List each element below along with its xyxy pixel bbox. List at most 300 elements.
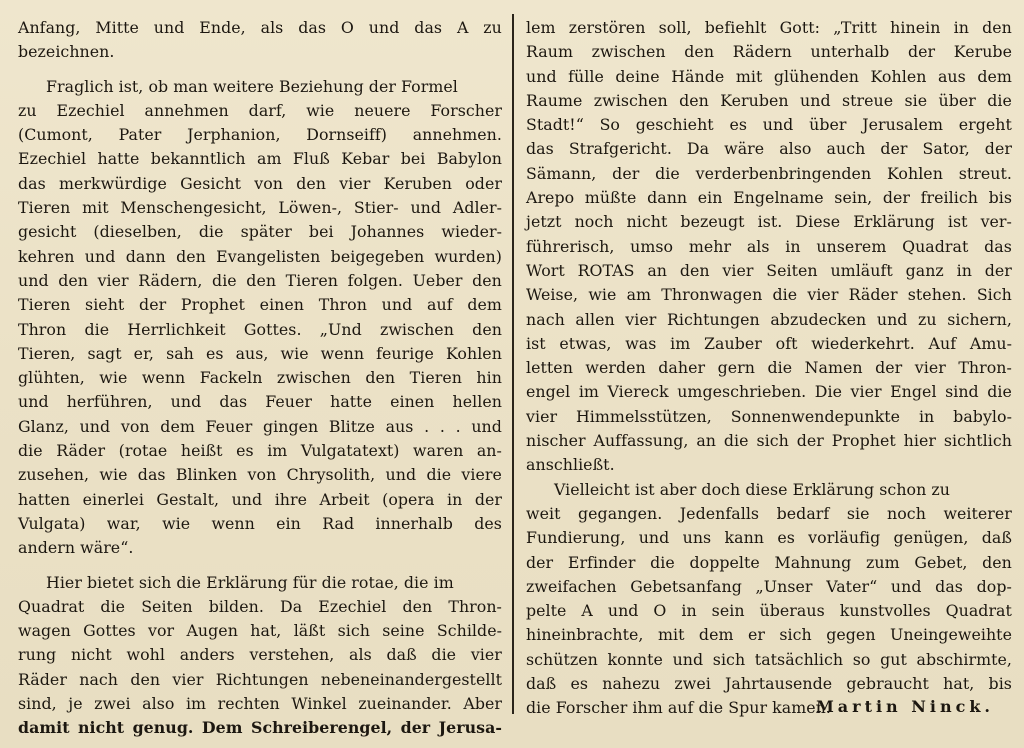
word: geschieht [635, 115, 714, 135]
word: der [796, 431, 824, 451]
word: hatte [330, 392, 372, 412]
word: Mitte [95, 18, 139, 37]
word: fülle [568, 66, 604, 86]
text-line [18, 269, 502, 293]
word: wenn [320, 343, 365, 363]
word: Stadt!“ [526, 115, 584, 135]
word: streue [841, 90, 894, 110]
word: Stier- [353, 198, 399, 218]
word: Jahrtausende [725, 674, 833, 694]
text-line [18, 220, 502, 244]
left-column [18, 16, 502, 741]
word: der [400, 718, 431, 738]
word: Auffassung, [593, 431, 689, 451]
text-line: anschließt. [526, 455, 615, 475]
word: oder [465, 173, 502, 193]
word: Tieren [18, 295, 71, 315]
word: Uneingeweihte [890, 625, 1012, 645]
word: nischer [526, 431, 586, 451]
word: zwischen [276, 368, 351, 388]
text-line: die Forscher ihm auf die Spur kamen. [526, 698, 831, 718]
word: jetzt [526, 212, 562, 232]
word: in [953, 18, 969, 37]
word: die [655, 163, 680, 183]
word: die [723, 431, 749, 451]
word: (opera [382, 489, 435, 509]
word: dop- [976, 576, 1012, 596]
text-line [18, 415, 502, 439]
word: hat, [943, 674, 975, 694]
word: es [570, 674, 589, 694]
text-line [18, 512, 502, 536]
word: Mahnung [774, 552, 852, 572]
word: Feuer [205, 416, 253, 436]
word: das [18, 173, 46, 193]
word: Ende, [199, 18, 246, 37]
word: deine [615, 66, 660, 86]
word: Chrysolith, [286, 465, 376, 485]
word: (Cumont, [18, 125, 93, 145]
word: konnte [607, 649, 663, 669]
word: vier [97, 270, 129, 290]
word: daß [386, 645, 417, 665]
word: Räder [18, 669, 67, 689]
text-line: Vielleicht ist aber doch diese Erklärung schon zu [554, 479, 950, 499]
text-line: Hier bietet sich die Erklärung für die rotae, die im [46, 572, 454, 592]
word: den [679, 90, 709, 110]
word: ist [947, 212, 968, 232]
word: „Und [319, 319, 362, 339]
word: und [672, 649, 704, 669]
word: dem [698, 625, 734, 645]
word: die [100, 596, 126, 616]
word: Wort [526, 260, 565, 280]
word: die [212, 270, 237, 290]
word: Quadrat [945, 601, 1012, 621]
word: von [247, 465, 277, 485]
word: merkwürdige [59, 173, 167, 193]
word: Johannes [350, 222, 425, 242]
text-line [526, 356, 1012, 380]
text-line [526, 186, 1012, 210]
word: die [84, 319, 110, 339]
word: Da [280, 596, 303, 616]
word: vier [470, 645, 502, 665]
word: ganz [905, 260, 944, 280]
word: soll, [658, 18, 692, 37]
word: und [84, 246, 116, 266]
text-line [526, 551, 1012, 575]
word: in [447, 489, 463, 509]
word: der [984, 139, 1012, 159]
word: sichern, [947, 309, 1012, 329]
word: Vater“ [826, 576, 878, 596]
text-line [18, 366, 502, 390]
word: Gebet, [914, 552, 968, 572]
word: Jerphanion, [187, 125, 281, 145]
word: im [185, 694, 207, 714]
word: und [890, 576, 922, 596]
word: der [907, 42, 936, 62]
word: gebraucht [846, 674, 929, 694]
word: Sonnenwendepunkte [730, 406, 901, 426]
word: Schreiberengel, [250, 718, 393, 738]
word: Jerusa- [438, 718, 502, 738]
word: unterhalb [810, 42, 890, 62]
word: so [852, 649, 871, 669]
word: dann [125, 246, 166, 266]
word: Da [686, 139, 710, 159]
word: Namen [804, 358, 863, 378]
word: bezeugt [680, 212, 745, 232]
word: Seiten [141, 596, 193, 616]
word: die [987, 90, 1012, 110]
word: zwei [674, 674, 711, 694]
word: sieht [85, 295, 125, 315]
word: herführen, [66, 392, 153, 412]
word: gegen [826, 625, 876, 645]
text-line [18, 245, 502, 269]
word: streut. [958, 163, 1012, 183]
word: der [612, 163, 640, 183]
word: zwischen [379, 319, 454, 339]
word: wagen [18, 621, 71, 641]
word: stehen. [907, 285, 967, 305]
word: bekanntlich [150, 149, 246, 169]
text-line [18, 390, 502, 414]
word: das [984, 236, 1012, 256]
text-line [526, 575, 1012, 599]
word: „Unser [755, 576, 813, 596]
word: Kohlen [445, 343, 502, 363]
word: glühenden [773, 66, 859, 86]
text-line [526, 599, 1012, 623]
text-line: bezeichnen. [18, 42, 115, 62]
word: sah [166, 343, 194, 363]
word: Tieren [285, 270, 338, 290]
word: ist [526, 333, 546, 353]
word: der [882, 188, 911, 208]
word: Thron- [448, 596, 502, 616]
word: Arbeit [319, 489, 370, 509]
word: kann [724, 528, 765, 548]
word: Dornseiff) [306, 125, 387, 145]
word: sie [904, 90, 928, 110]
word: Löwen-, [278, 198, 343, 218]
word: Dem [201, 718, 243, 738]
word: Ueber [412, 270, 463, 290]
word: Seiten [766, 260, 818, 280]
word: sagt [87, 343, 122, 363]
text-line [526, 380, 1012, 404]
word: Himmelsstützen, [575, 406, 712, 426]
text-line [18, 16, 502, 40]
text-line: Fraglich ist, ob man weitere Beziehung der Formel [46, 76, 458, 96]
word: Kebar [341, 149, 390, 169]
word: gesicht [18, 222, 77, 242]
word: die [772, 285, 798, 305]
text-line [18, 342, 502, 366]
word: die [198, 222, 224, 242]
text-line [526, 113, 1012, 137]
word: Weise, [526, 285, 579, 305]
word: und [18, 392, 49, 412]
word: Kohlen [886, 163, 943, 183]
word: nach [79, 669, 119, 689]
word: Evangelisten [216, 246, 321, 266]
word: hatte [97, 149, 140, 169]
word: Blinken [175, 465, 238, 485]
word: von [120, 416, 150, 436]
word: sein, [834, 188, 873, 208]
word: dem [160, 416, 195, 436]
word: Schilde- [436, 621, 502, 641]
word: zu [18, 100, 37, 120]
word: wohl [126, 645, 165, 665]
word: nahezu [602, 674, 661, 694]
word: Diese [795, 212, 841, 232]
text-line [526, 89, 1012, 113]
word: Tieren, [18, 343, 76, 363]
word: vier [722, 260, 754, 280]
word: aus, [235, 343, 269, 363]
word: bis [988, 674, 1012, 694]
word: und [638, 528, 670, 548]
word: viere [461, 465, 502, 485]
word: schützen [526, 649, 598, 669]
text-line [526, 648, 1012, 672]
word: etwas, [559, 333, 612, 353]
word: So [599, 115, 620, 135]
word: abzudecken [770, 309, 867, 329]
word: Sämann, [526, 163, 597, 183]
text-line [18, 293, 502, 317]
word: das [219, 392, 248, 412]
word: am [626, 285, 652, 305]
word: vorläufig [808, 528, 881, 548]
word: von [254, 173, 283, 193]
word: Kerube [953, 42, 1012, 62]
word: zum [865, 552, 900, 572]
word: nebeneinandergestellt [320, 669, 502, 689]
word: waren [413, 441, 464, 461]
word: und [800, 90, 831, 110]
word: wurden) [434, 246, 502, 266]
text-line [526, 502, 1012, 526]
text-line [526, 40, 1012, 64]
word: Sich [976, 285, 1012, 305]
word: daß [981, 528, 1012, 548]
text-line [18, 196, 502, 220]
word: Richtungen [666, 309, 760, 329]
word: Engelname [733, 188, 824, 208]
word: die [426, 465, 452, 485]
word: den [296, 173, 327, 193]
word: Auf [928, 333, 957, 353]
word: bedarf [776, 503, 830, 523]
word: Tieren [409, 368, 462, 388]
word: gegangen. [578, 503, 663, 523]
word: noch [887, 503, 926, 523]
word: Keruben [383, 173, 453, 193]
word: ergeht [958, 115, 1012, 135]
word: Pater [118, 125, 162, 145]
word: ihre [274, 489, 308, 509]
word: die [18, 441, 43, 461]
word: ein [697, 188, 723, 208]
word: die [767, 358, 793, 378]
word: folgen. [347, 270, 403, 290]
word: wenn [211, 513, 255, 533]
text-line [526, 332, 1012, 356]
word: Adler- [452, 198, 502, 218]
word: vier [625, 309, 657, 329]
word: kehren [18, 246, 75, 266]
word: also [779, 139, 812, 159]
word: Quadrat [18, 596, 85, 616]
word: . [424, 416, 430, 436]
word: Thron [318, 295, 367, 315]
word: sind [945, 382, 979, 402]
word: Keruben [720, 90, 789, 110]
word: führerisch, [526, 236, 615, 256]
word: und [368, 18, 400, 37]
text-line [526, 259, 1012, 283]
word: es [236, 441, 254, 461]
text-line [526, 308, 1012, 332]
word: Glanz, [18, 416, 69, 436]
word: aus [937, 66, 966, 86]
word: damit [18, 718, 70, 738]
word: sich [779, 625, 812, 645]
word: und [607, 601, 639, 621]
word: Ezechiel [318, 596, 387, 616]
word: vier [807, 285, 839, 305]
word: bis [988, 188, 1012, 208]
word: Winkel [291, 694, 347, 714]
word: (dieselben, [93, 222, 182, 242]
word: und [381, 295, 413, 315]
word: müßte [584, 188, 637, 208]
text-line [526, 526, 1012, 550]
text-line [526, 672, 1012, 696]
word: umläuft [830, 260, 893, 280]
word: letten [526, 358, 573, 378]
word: in [785, 236, 801, 256]
word: zwei [94, 694, 131, 714]
text-line [18, 619, 502, 643]
text-line [18, 595, 502, 619]
word: umso [630, 236, 674, 256]
word: sein [711, 601, 745, 621]
word: Anfang, [18, 18, 81, 37]
word: nach [526, 309, 565, 329]
text-line [526, 235, 1012, 259]
word: Rad [322, 513, 355, 533]
word: als [349, 645, 372, 665]
word: Räder [56, 441, 106, 461]
word: sie [846, 503, 870, 523]
word: Raume [526, 90, 583, 110]
word: rung [18, 645, 57, 665]
word: Strafgericht. [568, 139, 672, 159]
word: auf [427, 295, 453, 315]
word: ver- [980, 212, 1012, 232]
word: der [875, 358, 903, 378]
word: Fluß [292, 149, 330, 169]
word: freilich [920, 188, 978, 208]
word: (rotae [118, 441, 168, 461]
word: einen [390, 392, 435, 412]
text-line [18, 668, 502, 692]
word: sich [337, 621, 370, 641]
word: in [681, 601, 697, 621]
word: glühten, [18, 368, 85, 388]
word: innerhalb [375, 513, 453, 533]
text-line [18, 172, 502, 196]
word: umgeschrieben. [677, 382, 807, 402]
word: und [526, 66, 557, 86]
word: Vulgata) [18, 513, 86, 533]
text-line [526, 429, 1012, 453]
word: aus [385, 416, 414, 436]
word: Räder [848, 285, 898, 305]
word: was [625, 333, 657, 353]
word: den [472, 319, 502, 339]
word: also [142, 694, 175, 714]
word: Vulgatatext) [300, 441, 400, 461]
word: im [670, 333, 691, 353]
word: zu [483, 18, 502, 37]
word: den [679, 260, 710, 280]
word: allen [575, 309, 615, 329]
word: zwischen [591, 42, 666, 62]
word: Arepo [526, 188, 575, 208]
word: hineinbrachte, [526, 625, 644, 645]
word: den [472, 270, 502, 290]
word: dem [467, 295, 502, 315]
word: Ezechiel [56, 100, 125, 120]
word: sich [756, 431, 789, 451]
word: ein [276, 513, 301, 533]
word: wie [99, 368, 128, 388]
word: war, [106, 513, 141, 533]
word: und [153, 18, 185, 37]
text-line [526, 210, 1012, 234]
word: an [696, 431, 717, 451]
word: Engel [890, 382, 937, 402]
word: in [956, 260, 972, 280]
word: annehmen. [412, 125, 502, 145]
word: dann [647, 188, 688, 208]
word: gern [717, 358, 755, 378]
word: Hände [671, 66, 725, 86]
word: den [130, 669, 161, 689]
word: genug. [132, 718, 194, 738]
word: babylo- [953, 406, 1012, 426]
word: uns [682, 528, 712, 548]
word: sich [712, 649, 746, 669]
word: und [231, 489, 263, 509]
word: gut [880, 649, 907, 669]
word: der [880, 139, 908, 159]
word: weit [526, 503, 561, 523]
word: pelte [526, 601, 567, 621]
word: Fackeln [199, 368, 263, 388]
word: und [410, 198, 442, 218]
word: Kohlen [870, 66, 927, 86]
word: das [414, 18, 443, 37]
